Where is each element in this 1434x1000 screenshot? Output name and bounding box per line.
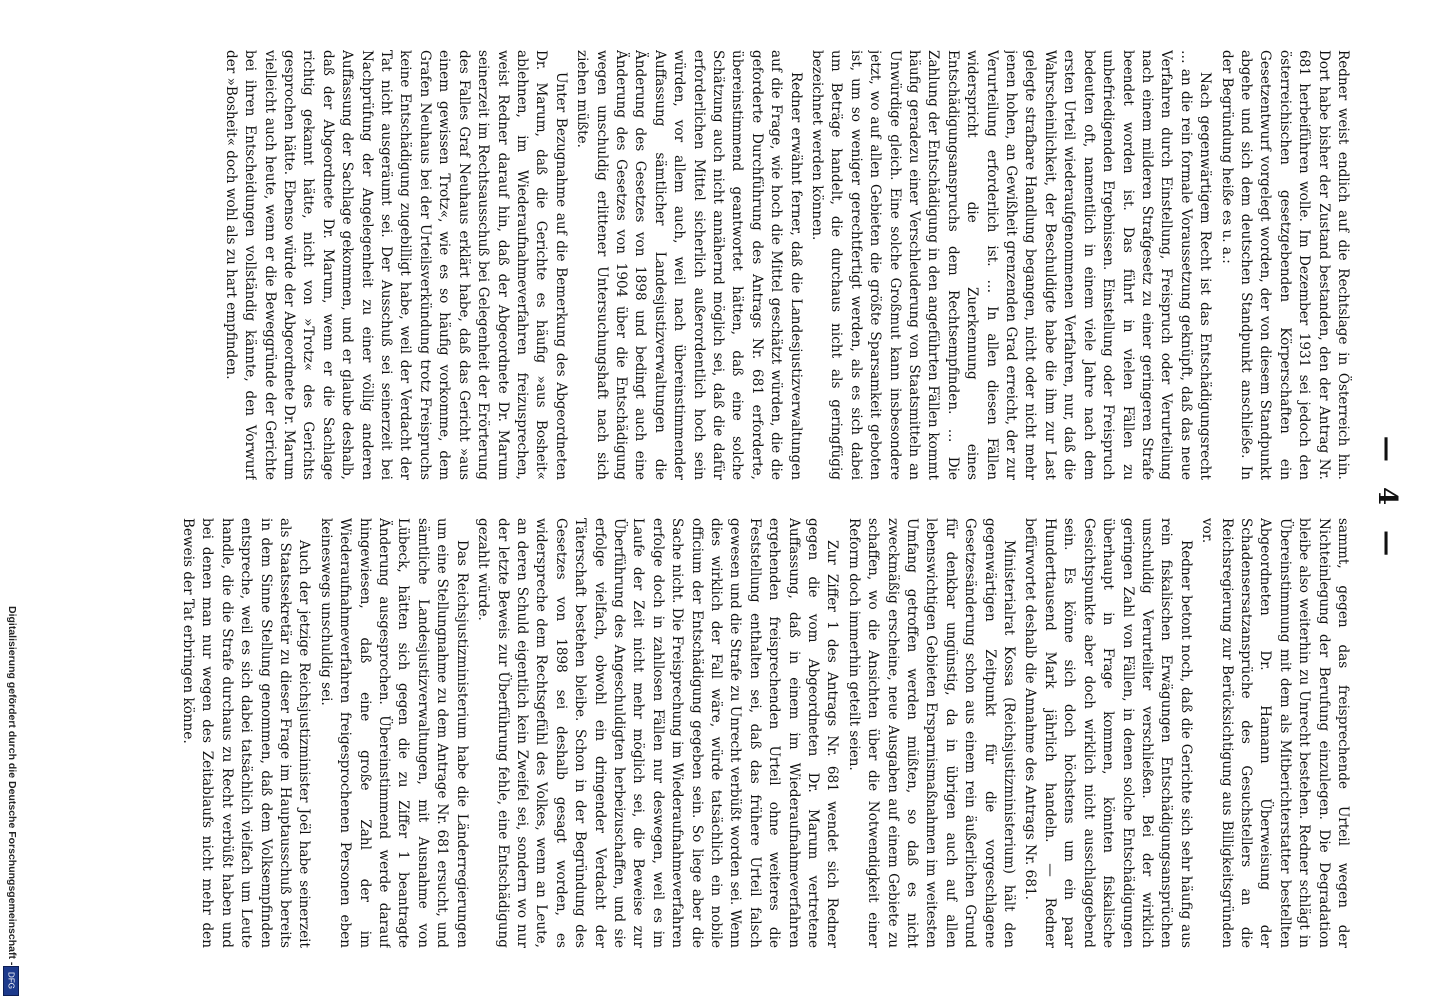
dfg-logo-icon (3, 966, 19, 996)
paragraph: Auch der jetzige Reichsjustizminister Joël habe seinerzeit als Staatssekretär zu dieser Frage im Hauptausschuß bereits in dem Sinne Stellung genommen, daß dem Volksempfinden entspreche, weil es sich dabei tatsächlich vielfach um Leute handle, die die Strafe durchaus zu Recht verbüßt haben und bei denen man nur wegen des Zeitablaufs nicht mehr den Beweis der Tat erbringen könne. (180, 518, 313, 948)
digitization-footer (2, 606, 20, 996)
paragraph-quote: Nach gegenwärtigem Recht ist das Entschädigungsrecht … an die rein formale Voraussetzung geknüpft, daß das neue Verfahren durch Einstellung, Freispruch oder Verurteilung nach einem milderen Strafgesetz zu einer geringeren Strafe beendet worden ist. Das führt in vielen Fällen zu unbefriedigenden Ergebnissen. Einstellung oder Freispruch bedeuten oft, namentlich in einem viele Jahre nach dem ersten Urteil wiederaufgenommenen Verfahren, nur, daß die Wahrscheinlichkeit, der Beschuldigte habe die ihm zur Last gelegte strafbare Handlung begangen, nicht oder nicht mehr jenen hohen, an Gewißheit grenzenden Grad erreicht, der zur Verurteilung erforderlich ist. … In allen diesen Fällen widerspricht die Zuerkennung eines Entschädigungsanspruchs dem Rechtsempfinden. … Die Zahlung der Entschädigung in den angeführten Fällen kommt häufig geradezu einer Verschleuderung von Staatsmitteln an Unwürdige gleich. Eine solche Großmut kann insbesondere jetzt, wo auf allen Gebieten die größte Sparsamkeit geboten ist, um so weniger gerechtfertigt werden, als es sich dabei um Beträge handelt, die durchaus nicht als geringfügig bezeichnet werden können. (809, 50, 1214, 480)
rotated-document-page (22, 30, 1412, 970)
footer-text: Digitalisierung gefördert durch die Deutsche Forschungsgemeinschaft - (6, 606, 18, 966)
paragraph: Redner erwähnt ferner, daß die Landesjustizverwaltungen auf die Frage, wie hoch die Mittel geschätzt würden, die die geforderte Durchführung des Antrags Nr. 681 erforderte, übereinstimmend geantwortet hätten, daß eine solche Schätzung auch nicht annähernd möglich sei, daß die dafür erforderlichen Mittel sicherlich außerordentlich hoch sein würden, vor allem auch, weil nach übereinstimmender Auffassung sämtlicher Landesjustizverwaltungen die Änderung des Gesetzes von 1898 und bedingt auch eine Änderung des Gesetzes von 1904 über die Entschädigung wegen unschuldig erlittener Untersuchungshaft nach sich ziehen müßte. (574, 50, 804, 480)
paragraph: Zur Ziffer 1 des Antrags Nr. 681 wendet sich Redner gegen die vom Abgeordneten Dr. Marum vertretene Auffassung, daß in einem im Wiederaufnahmeverfahren ergehenden freisprechenden Urteil ohne weiteres die Feststellung enthalten sei, daß das frühere Urteil falsch gewesen und die Strafe zu Unrecht verbüßt worden sei. Wenn dies wirklich der Fall wäre, würde tatsächlich ein nobile officium der Entschädigung gegeben sein. So liege aber die Sache nicht. Die Freisprechung im Wiederaufnahmeverfahren erfolge doch in zahllosen Fällen nur deswegen, weil es im Laufe der Zeit nicht mehr möglich sei, die Beweise zur Überführung des Angeschuldigten herbeizuschaffen, und sie erfolge vielfach, obwohl ein dringender Verdacht der Täterschaft bestehen bleibe. Schon in der Begründung des Gesetzes von 1898 sei deshalb gesagt worden, es widerspreche dem Rechtsgefühl des Volkes, wenn an Leute, an deren Schuld eigentlich kein Zweifel sei, sondern wo nur der letzte Beweis zur Überführung fehle, eine Entschädigung gezahlt würde. (475, 518, 841, 948)
left-column (52, 50, 1352, 480)
paragraph: Redner betont noch, daß die Gerichte sich sehr häufig aus rein fiskalischen Erwägungen Entschädigungsansprüchen unschuldig Verurteilter verschließen. Bei der wirklich geringen Zahl von Fällen, in denen solche Entschädigungen überhaupt in Frage kommen, könnten fiskalische Gesichtspunkte aber doch wirklich nicht ausschlaggebend sein. Es könne sich doch höchstens um ein paar Hunderttausend Mark jährlich handeln. — Redner befürwortet deshalb die Annahme des Antrags Nr. 681. (1022, 518, 1194, 948)
right-column (52, 518, 1352, 948)
paragraph: sammt, gegen das freisprechende Urteil wegen der Nichteinlegung der Berufung einzulegen. Die Degradation bleibe also weiterhin zu Unrecht bestehen. Redner schlägt in Übereinstimmung mit dem als Mitberichterstatter bestellten Abgeordneten Dr. Hamann Überweisung der Schadensersatzansprüche des Gesuchstellers an die Reichsregierung zur Berücksichtigung aus Billigkeitsgründen vor. (1199, 518, 1351, 948)
paragraph: Das Reichsjustizministerium habe die Länderregierungen um eine Stellungnahme zu dem Antrage Nr. 681 ersucht, und sämtliche Landesjustizverwaltungen, mit Ausnahme von Lübeck, hätten sich gegen die zu Ziffer 1 beantragte Änderung ausgesprochen. Übereinstimmend werde darauf hingewiesen, daß eine große Zahl der im Wiederaufnahmeverfahren freigesprochenen Personen eben keineswegs unschuldig sei. (317, 518, 470, 948)
paragraph: Unter Bezugnahme auf die Bemerkung des Abgeordneten Dr. Marum, daß die Gerichte es häufig »aus Bosheit« ablehnen, im Wiederaufnahmeverfahren freizusprechen, weist Redner darauf hin, daß der Abgeordnete Dr. Marum seinerzeit im Rechtsausschuß bei Gelegenheit der Erörterung des Falles Graf Neuhaus erklärt habe, daß das Gericht »aus einem gewissen Trotz«, wie es so häufig vorkomme, dem Grafen Neuhaus bei der Urteilsverkündung trotz Freispruchs keine Entschädigung zugebilligt habe, weil der Verdacht der Tat nicht ausgeräumt sei. Der Ausschuß sei seinerzeit bei Nachprüfung der Angelegenheit zu einer völlig anderen Auffassung der Sachlage gekommen, und er glaube deshalb, daß der Abgeordnete Dr. Marum, wenn er die Sachlage richtig gekannt hätte, nicht von »Trotz« des Gerichts gesprochen hätte. Ebenso würde der Abgeordnete Dr. Marum vielleicht auch heute, wenn er die Beweggründe der Gerichte bei ihren Entscheidungen vollständig kännte, den Vorwurf der »Bosheit« doch wohl als zu hart empfinden. (222, 50, 569, 480)
paragraph: Ministerialrat Kossa (Reichsjustizministerium) hält den gegenwärtigen Zeitpunkt für die vorgeschlagene Gesetzesänderung schon aus einem rein äußerlichen Grund für denkbar ungünstig, da in übrigen auch auf allen lebenswichtigen Gebieten Ersparnismaßnahmen im weitesten Umfang getroffen werden müßten, so daß es nicht zweckmäßig erscheine, neue Ausgaben auf einem Gebiete zu schaffen, wo die Ansichten über die Notwendigkeit einer Reform doch immerhin geteilt seien. (845, 518, 1018, 948)
dfg-logo-text: DFG (6, 972, 16, 989)
paragraph: Redner weist endlich auf die Rechtslage in Österreich hin. Dort habe bisher der Zustand bestanden, den der Antrag Nr. 681 herbeiführen wolle. Im Dezember 1931 sei jedoch den österreichischen gesetzgebenden Körperschaften ein Gesetzentwurf vorgelegt worden, der von diesem Standpunkt abgehe und sich dem deutschen Standpunkt anschließe. In der Begründung heiße es u. a.: (1218, 50, 1351, 480)
page-number: — 4 — (1372, 435, 1402, 565)
